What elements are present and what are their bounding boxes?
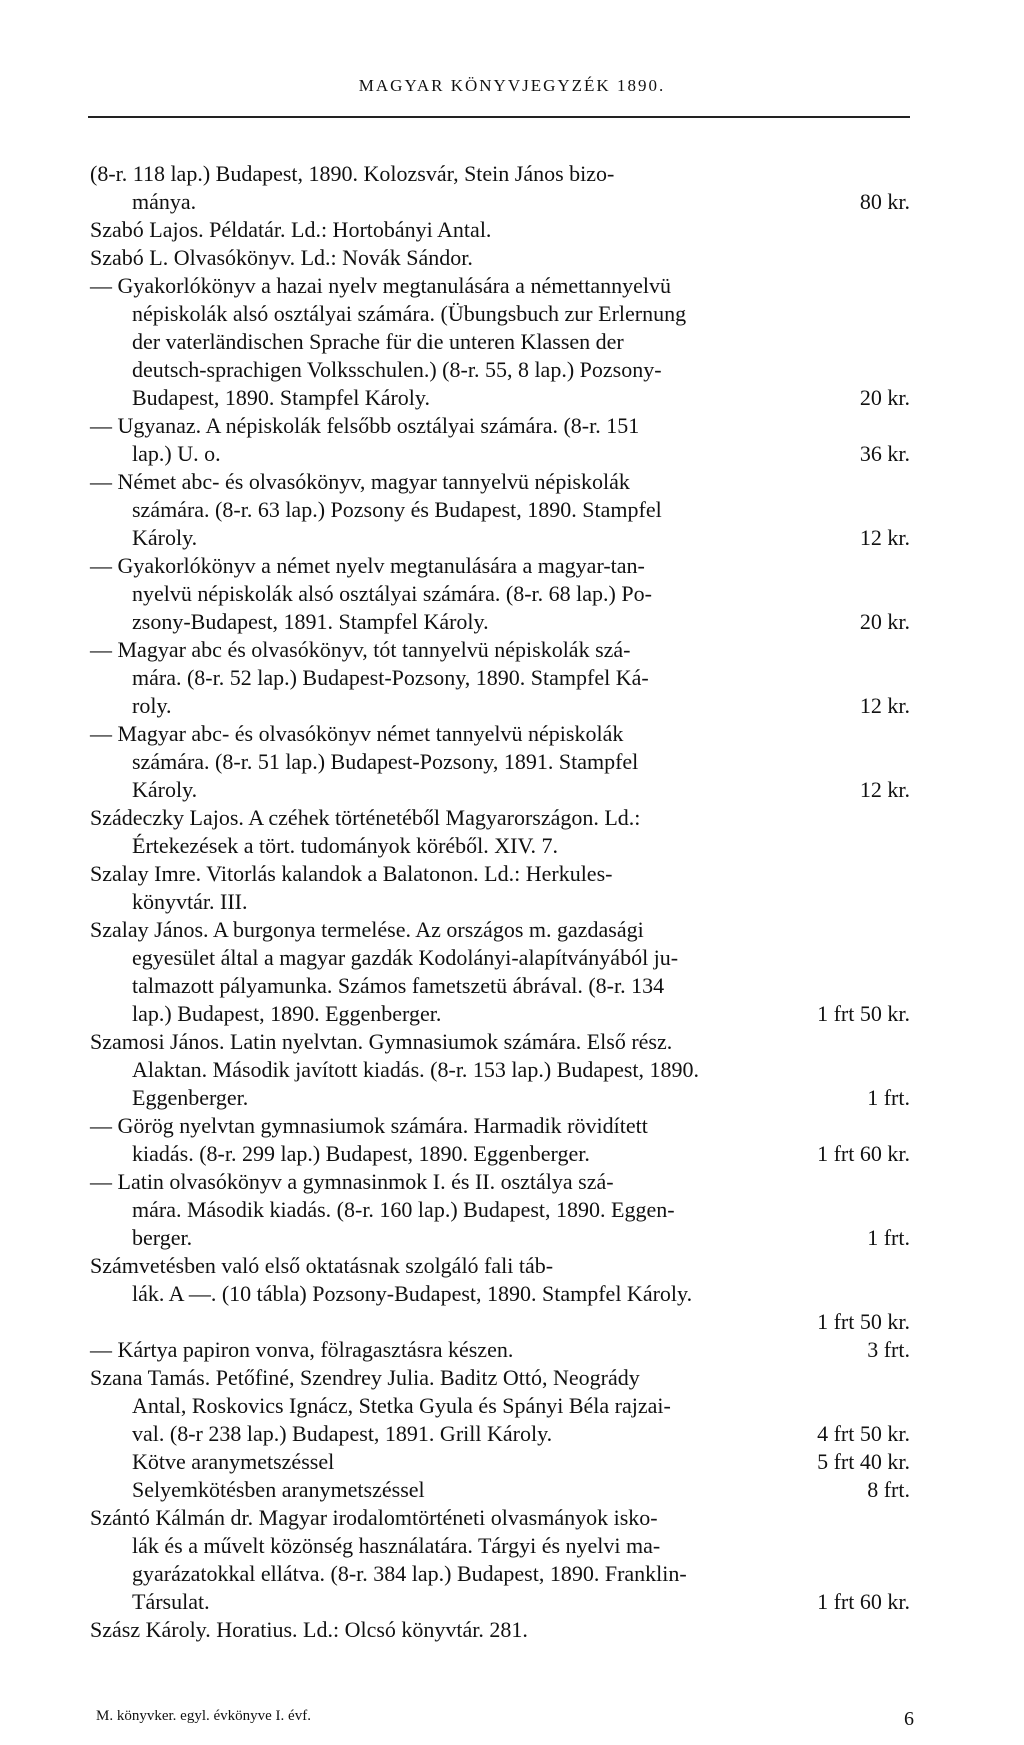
catalog-line <box>90 972 910 1000</box>
catalog-line <box>90 1560 910 1588</box>
catalog-line <box>90 496 910 524</box>
catalog-line <box>90 1616 910 1644</box>
catalog-line <box>90 720 910 748</box>
line-text: lap.) Budapest, 1890. Eggenberger. <box>132 1001 442 1026</box>
catalog-line <box>90 916 910 944</box>
line-text: — Latin olvasókönyv a gymnasinmok I. és II. osztálya szá- <box>90 1169 614 1194</box>
catalog-line <box>90 1504 910 1532</box>
catalog-line <box>90 1476 910 1504</box>
line-text: — Görög nyelvtan gymnasiumok számára. Harmadik rövidített <box>90 1113 648 1138</box>
catalog-line <box>90 636 910 664</box>
line-text: számára. (8-r. 63 lap.) Pozsony és Budapest, 1890. Stampfel <box>132 497 662 522</box>
price: 12 kr. <box>859 525 910 550</box>
line-text: kiadás. (8-r. 299 lap.) Budapest, 1890. Eggenberger. <box>132 1141 590 1166</box>
catalog-line <box>90 188 910 216</box>
price: 1 frt. <box>867 1225 910 1250</box>
catalog-line <box>90 384 910 412</box>
price: 20 kr. <box>859 385 910 410</box>
catalog-line <box>90 1056 910 1084</box>
catalog-line <box>90 1364 910 1392</box>
price: 1 frt 50 kr. <box>817 1001 910 1026</box>
catalog-line <box>90 580 910 608</box>
catalog-line <box>90 1084 910 1112</box>
catalog-line <box>90 1168 910 1196</box>
catalog-line <box>90 1224 910 1252</box>
line-text: — Gyakorlókönyv a német nyelv megtanulására a magyar-tan- <box>90 553 645 578</box>
catalog-line <box>90 1112 910 1140</box>
header-rule <box>88 116 910 118</box>
price: 1 frt 50 kr. <box>817 1309 910 1334</box>
price: 8 frt. <box>867 1477 910 1502</box>
catalog-line <box>90 552 910 580</box>
catalog-line <box>90 748 910 776</box>
catalog-line <box>90 1000 910 1028</box>
price: 4 frt 50 kr. <box>817 1421 910 1446</box>
line-text: roly. <box>132 693 172 718</box>
line-text: egyesület által a magyar gazdák Kodolányi-alapítványából ju- <box>132 945 679 970</box>
line-text: Szabó Lajos. Példatár. Ld.: Hortobányi Antal. <box>90 217 492 242</box>
line-text: lák. A —. (10 tábla) Pozsony-Budapest, 1890. Stampfel Károly. <box>132 1281 693 1306</box>
line-text: Alaktan. Második javított kiadás. (8-r. 153 lap.) Budapest, 1890. <box>132 1057 700 1082</box>
line-text: (8-r. 118 lap.) Budapest, 1890. Kolozsvár, Stein János bizo- <box>90 161 615 186</box>
line-text: Szalay János. A burgonya termelése. Az országos m. gazdasági <box>90 917 644 942</box>
price: 36 kr. <box>859 441 910 466</box>
price: 1 frt 60 kr. <box>817 1589 910 1614</box>
line-text: lák és a művelt közönség használatára. Tárgyi és nyelvi ma- <box>132 1533 661 1558</box>
catalog-line <box>90 608 910 636</box>
price: 20 kr. <box>859 609 910 634</box>
line-text: Szamosi János. Latin nyelvtan. Gymnasiumok számára. Első rész. <box>90 1029 673 1054</box>
price: 12 kr. <box>859 777 910 802</box>
catalog-line <box>90 160 910 188</box>
catalog-entries <box>90 160 910 1644</box>
catalog-line <box>90 300 910 328</box>
catalog-line <box>90 692 910 720</box>
price: 12 kr. <box>859 693 910 718</box>
line-text: könyvtár. III. <box>132 889 248 914</box>
catalog-line <box>90 944 910 972</box>
line-text: Társulat. <box>132 1589 210 1614</box>
catalog-line <box>90 440 910 468</box>
line-text: berger. <box>132 1225 193 1250</box>
catalog-line <box>90 524 910 552</box>
line-text: nyelvü népiskolák alsó osztályai számára. (8-r. 68 lap.) Po- <box>132 581 652 606</box>
catalog-line <box>90 1280 910 1308</box>
catalog-line <box>90 888 910 916</box>
line-text: Selyemkötésben aranymetszéssel <box>132 1477 425 1502</box>
line-text: Szász Károly. Horatius. Ld.: Olcsó könyvtár. 281. <box>90 1617 528 1642</box>
line-text: Budapest, 1890. Stampfel Károly. <box>132 385 430 410</box>
line-text: Szalay Imre. Vitorlás kalandok a Balatonon. Ld.: Herkules- <box>90 861 613 886</box>
catalog-line <box>90 1308 910 1336</box>
catalog-line <box>90 860 910 888</box>
line-text: Kötve aranymetszéssel <box>132 1449 335 1474</box>
catalog-line <box>90 1252 910 1280</box>
line-text: Szabó L. Olvasókönyv. Ld.: Novák Sándor. <box>90 245 473 270</box>
line-text: Antal, Roskovics Ignácz, Stetka Gyula és Spányi Béla rajzai- <box>132 1393 671 1418</box>
line-text: der vaterländischen Sprache für die unteren Klassen der <box>132 329 624 354</box>
catalog-line <box>90 776 910 804</box>
running-title: MAGYAR KÖNYVJEGYZÉK 1890. <box>358 76 666 95</box>
line-text: Értekezések a tört. tudományok köréből. XIV. 7. <box>132 833 559 858</box>
catalog-line <box>90 1448 910 1476</box>
catalog-line <box>90 1336 910 1364</box>
line-text: Eggenberger. <box>132 1085 249 1110</box>
line-text: Számvetésben való első oktatásnak szolgáló fali táb- <box>90 1253 554 1278</box>
catalog-line <box>90 412 910 440</box>
catalog-line <box>90 1420 910 1448</box>
line-text: Károly. <box>132 525 198 550</box>
line-text: mánya. <box>132 189 197 214</box>
catalog-line <box>90 468 910 496</box>
line-text: — Magyar abc és olvasókönyv, tót tannyelvü népiskolák szá- <box>90 637 631 662</box>
line-text: — Magyar abc- és olvasókönyv német tannyelvü népiskolák <box>90 721 624 746</box>
catalog-line <box>90 272 910 300</box>
catalog-line <box>90 328 910 356</box>
catalog-line <box>90 1588 910 1616</box>
catalog-line <box>90 664 910 692</box>
line-text: számára. (8-r. 51 lap.) Budapest-Pozsony, 1891. Stampfel <box>132 749 639 774</box>
line-text: Szántó Kálmán dr. Magyar irodalomtörténeti olvasmányok isko- <box>90 1505 658 1530</box>
line-text: Szana Tamás. Petőfiné, Szendrey Julia. Baditz Ottó, Neogrády <box>90 1365 640 1390</box>
page-footer <box>96 1708 914 1731</box>
line-text: — Ugyanaz. A népiskolák felsőbb osztályai számára. (8-r. 151 <box>90 413 640 438</box>
footer-signature: M. könyvker. egyl. évkönyve I. évf. <box>96 1708 311 1724</box>
line-text: lap.) U. o. <box>132 441 221 466</box>
catalog-line <box>90 832 910 860</box>
line-text: mára. Második kiadás. (8-r. 160 lap.) Budapest, 1890. Eggen- <box>132 1197 675 1222</box>
catalog-line <box>90 1392 910 1420</box>
catalog-line <box>90 1140 910 1168</box>
price: 1 frt 60 kr. <box>817 1141 910 1166</box>
page-number: 6 <box>904 1708 914 1730</box>
line-text: — Német abc- és olvasókönyv, magyar tannyelvü népiskolák <box>90 469 630 494</box>
price: 5 frt 40 kr. <box>817 1449 910 1474</box>
catalog-line <box>90 1028 910 1056</box>
catalog-line <box>90 1532 910 1560</box>
line-text: deutsch-sprachigen Volksschulen.) (8-r. 55, 8 lap.) Pozsony- <box>132 357 662 382</box>
line-text: mára. (8-r. 52 lap.) Budapest-Pozsony, 1890. Stampfel Ká- <box>132 665 649 690</box>
line-text: gyarázatokkal ellátva. (8-r. 384 lap.) Budapest, 1890. Franklin- <box>132 1561 687 1586</box>
line-text: Szádeczky Lajos. A czéhek történetéből Magyarországon. Ld.: <box>90 805 641 830</box>
line-text: val. (8-r 238 lap.) Budapest, 1891. Grill Károly. <box>132 1421 553 1446</box>
price: 3 frt. <box>867 1337 910 1362</box>
line-text: Károly. <box>132 777 198 802</box>
catalog-line <box>90 244 910 272</box>
price: 80 kr. <box>859 189 910 214</box>
line-text: talmazott pályamunka. Számos fametszetü ábrával. (8-r. 134 <box>132 973 665 998</box>
line-text: zsony-Budapest, 1891. Stampfel Károly. <box>132 609 489 634</box>
price: 1 frt. <box>867 1085 910 1110</box>
catalog-line <box>90 804 910 832</box>
catalog-line <box>90 1196 910 1224</box>
line-text: — Gyakorlókönyv a hazai nyelv megtanulására a némettannyelvü <box>90 273 671 298</box>
line-text: — Kártya papiron vonva, fölragasztásra készen. <box>90 1337 514 1362</box>
catalog-line <box>90 356 910 384</box>
catalog-line <box>90 216 910 244</box>
line-text: népiskolák alsó osztályai számára. (Übungsbuch zur Erlernung <box>132 301 687 326</box>
